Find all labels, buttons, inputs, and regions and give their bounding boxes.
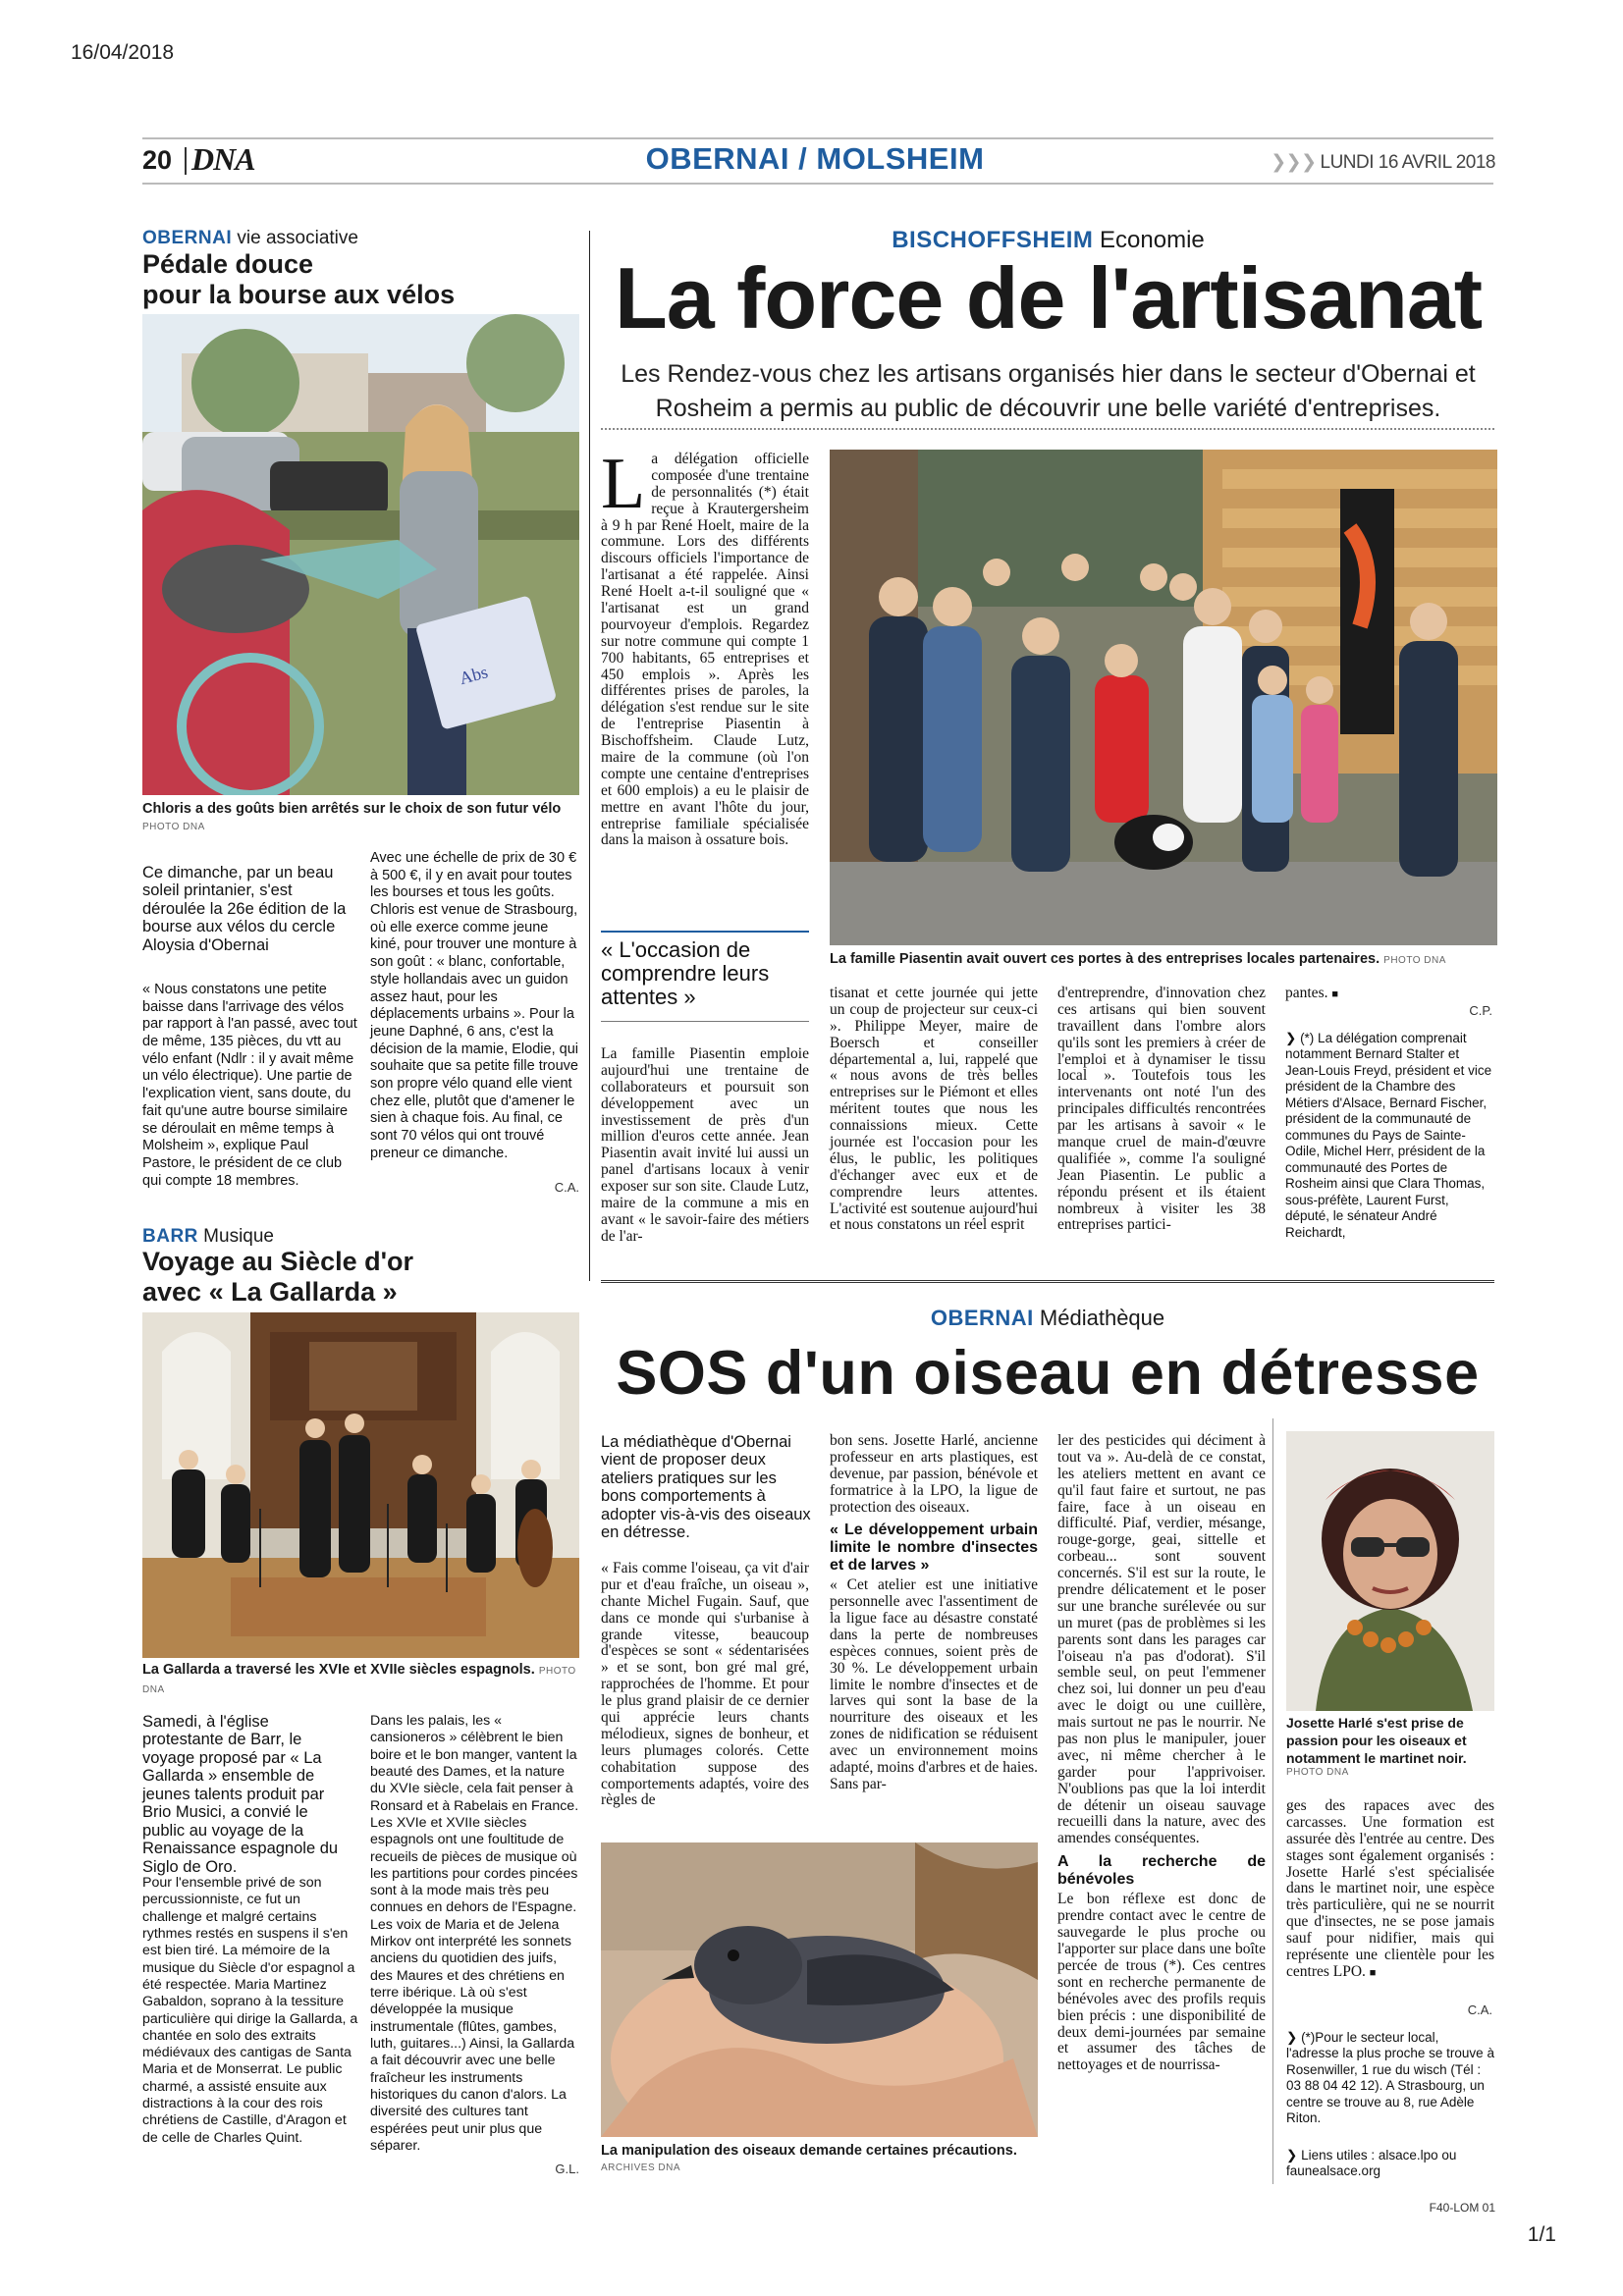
velo-body-col1: « Nous constatons une petite baisse dans l'arrivage des vélos par rapport à l'an passé, avec tout de même, 135 pièces, du vtt au vélo enfant (Ndlr : il y avait même un vélo électrique). Une partie de l'explication vient, sans doute, du fait qu'une autre bourse similaire se déroulait en même temps à Molsheim », explique Paul Pastore, le président de ce club qui compte 18 membres. — [142, 982, 357, 1189]
portrait-photo — [1286, 1431, 1494, 1711]
section-title: OBERNAI / MOLSHEIM — [645, 141, 985, 176]
portrait-caption: Josette Harlé s'est prise de passion pour les oiseaux et notamment le martinet noir. — [1286, 1715, 1467, 1767]
artisanat-body-col1b: La famille Piasentin emploie aujourd'hui une trentaine de collaborateurs et poursuit son développement avec un investissement de près d'un million d'euros cette année. Jean Piasentin avait invité lui aussi un panel d'artisans locaux à venir exposer sur son site. Claude Lutz, maire de la commune a mis en avant « le savoir-faire des métiers de l'ar- — [601, 1045, 809, 1245]
portrait-photo-image — [1286, 1431, 1494, 1711]
barr-photo-image — [142, 1312, 579, 1658]
barr-caption — [142, 1661, 579, 1698]
arrow-icon: ❯ — [1286, 2148, 1302, 2163]
sos-headline: SOS d'un oiseau en détresse — [616, 1339, 1480, 1408]
barr-lead: Samedi, à l'église protestante de Barr, le voyage proposé par « La Gallarda » ensemble de jeunes talents produit par Brio Musici, a convié le public au voyage de la Renaissance espagnole du Siglo de Oro. — [142, 1713, 339, 1876]
newspaper-logo: DNA — [191, 141, 255, 177]
velo-body-col2: Avec une échelle de prix de 30 € à 500 €, il y en avait pour toutes les bourses et tous les goûts. Chloris est venue de Strasbourg, où elle exerce comme jeune kiné, pour trouver une monture à son goût : « blanc, confortable, style hollandais avec un guidon assez haut, pour les déplacements urbains ». Pour la jeune Daphné, 6 ans, c'est la décision de la mamie, Elodie, qui souhaite que sa petite fille trouve son propre vélo quand elle vient chez elle, plutôt que d'amener le sien à chaque fois. Au final, ce sont 70 vélos qui ont trouvé preneur ce dimanche. — [370, 850, 578, 1161]
barr-signature: G.L. — [555, 2162, 579, 2176]
artisanat-body-col4 — [1285, 986, 1493, 1002]
dropcap: L — [601, 444, 646, 524]
svg-text:Abs: Abs — [457, 662, 490, 689]
sos-subhead-1: « Le développement urbain limite le nombre d'insectes et de larves » — [830, 1522, 1038, 1574]
sos-body-col2a: bon sens. Josette Harlé, ancienne professeur en arts plastiques, est devenue, par passion, bénévole et formatrice à la LPO, la ligue de protection des oiseaux. — [830, 1432, 1038, 1516]
barr-photo — [142, 1312, 579, 1658]
column-rule-vertical — [589, 231, 590, 1281]
artisanat-signature: C.P. — [1469, 1003, 1492, 1018]
velo-kicker-topic: vie associative — [237, 228, 358, 248]
end-mark-icon: ■ — [1331, 988, 1339, 1000]
barr-headline-line1: Voyage au Siècle d'or — [142, 1247, 414, 1276]
issue-date — [1271, 151, 1495, 174]
pullquote-rule — [601, 1021, 809, 1022]
barr-credit: PHOTO DNA — [142, 1666, 576, 1695]
barr-body-col2: Dans les palais, les « cansioneros » célèbrent le bien boire et le bon manger, vantent la beauté des Dames, et la nature du XVIe siècle, cela fait penser à Ronsard et à Rabelais en France. Les XVIe et XVIIe siècles espagnols ont une foultitude de recueils de pièces de musique où les partitions pour cordes pincées sont à la mode mais très peu connues en dehors de l'Espagne. Les voix de Maria et de Jelena Mirkov ont interprété les sonnets anciens du quotidien des juifs, des Maures et des chrétiens en terre ibérique. Là où s'est développée la musique instrumentale (flûtes, gambes, luth, guitares...) Ainsi, la Gallarda a fait découvrir avec une belle fraîcheur les instruments historiques du canon d'alors. La diversité des cultures tant espérées peut unir plus que séparer. — [370, 1713, 579, 2154]
artisanat-standfirst: Les Rendez-vous chez les artisans organisés hier dans le secteur d'Obernai et Rosheim a permis au public de découvrir une belle variété d'entreprises. — [621, 360, 1476, 422]
sos-body-col4-text: ges des rapaces avec des carcasses. Une formation est assurée dès l'entrée au centre. Des stages sont également organisés : Josette Harlé s'est spécialisée dans le martinet noir, une espèce très particulière, qui ne se nourrit que d'insectes, ne se pose jamais sauf pour nidifier, mais qui représente une clientèle pour les centres LPO. — [1286, 1797, 1494, 1980]
artisanat-pullquote: « L'occasion de comprendre leurs attentes » — [601, 931, 809, 1010]
artisanat-kicker-location: BISCHOFFSHEIM — [892, 227, 1094, 253]
barr-kicker-topic: Musique — [203, 1226, 274, 1247]
artisanat-credit: PHOTO DNA — [1383, 955, 1446, 966]
barr-headline — [142, 1247, 413, 1308]
artisanat-note — [1285, 1031, 1493, 1241]
page-number: 20 — [142, 145, 173, 175]
sos-kicker — [601, 1306, 1494, 1331]
bird-caption: La manipulation des oiseaux demande certaines précautions. — [601, 2143, 1017, 2159]
arrow-icon: ❯ — [1285, 1031, 1301, 1045]
sos-body-col1: « Fais comme l'oiseau, ça vit d'air pur et d'eau fraîche, un oiseau », chante Michel Fugain. Sauf, que dans ce monde qui s'urbanise à grande vitesse, beaucoup d'espèces se sont « sédentarisées » et se sont, bon gré mal gré, rapprochées de l'homme. Et pour le plus grand plaisir de ce dernier qui apprécie leurs chants mélodieux, signes de bonheur, et leurs plumages colorés. Cette cohabitation suppose des comportements adaptés, voire des règles de — [601, 1560, 809, 1809]
artisanat-standfirst-rule — [601, 428, 1494, 430]
artisanat-caption-text: La famille Piasentin avait ouvert ces portes à des entreprises locales partenaires. — [830, 951, 1380, 967]
page-count: 1/1 — [1527, 2223, 1556, 2246]
velo-kicker — [142, 228, 358, 249]
barr-body-col1: Pour l'ensemble privé de son percussionniste, ce fut un challenge et malgré certains rythmes restés en suspens il s'en est bien tiré. La mémoire de la musique du Siècle d'or espagnol a été respectée. Maria Martinez Gabaldon, soprano à la tessiture particulière qui dirige la Gallarda, a chantée en solo des extraits médiévaux des cantigas de Santa Maria et de Monserrat. Le public charmé, a assisté ensuite aux distractions à la cour des rois chrétiens de Castille, d'Aragon et de celle de Charles Quint. — [142, 1875, 358, 2146]
issue-date-text: LUNDI 16 AVRIL 2018 — [1320, 152, 1495, 173]
end-mark-icon: ■ — [1369, 1966, 1377, 1979]
velo-photo — [142, 314, 579, 795]
sos-note-1 — [1286, 2030, 1494, 2127]
velo-headline-line2: pour la bourse aux vélos — [142, 280, 456, 310]
artisanat-body-col1-text: a délégation officielle composée d'une trentaine de personnalités (*) était reçue à Krautergersheim à 9 h par René Hoelt, maire de la commune. Lors des différents discours officiels l'importance de l'artisanat a été rappelée. Ainsi René Hoelt a-t-il souligné que « l'artisanat est un grand pourvoyeur d'emplois. Regardez sur notre commune qui compte 1 700 habitants, 65 entreprises et 450 emplois ». Après les différentes prises de paroles, la délégation s'est rendue sur le site de l'entreprise Piasentin à Bischoffsheim. Claude Lutz, maire de la commune (où l'on compte une centaine d'entreprises et 600 emplois) a eu le plaisir de mettre en avant l'hôte du jour, entreprise familiale spécialisée dans la maison à ossature bois. — [601, 451, 809, 849]
bird-credit: ARCHIVES DNA — [601, 2163, 681, 2173]
sos-note-2-text: Liens utiles : alsace.lpo ou faunealsace.org — [1286, 2148, 1457, 2179]
velo-caption: Chloris a des goûts bien arrêtés sur le choix de son futur vélo — [142, 801, 562, 817]
barr-kicker-location: BARR — [142, 1226, 198, 1247]
barr-caption-text: La Gallarda a traversé les XVIe et XVIIe siècles espagnols. — [142, 1662, 535, 1678]
header-bottom-rule — [142, 183, 1493, 185]
artisanat-photo-image — [830, 450, 1497, 945]
artisanat-body-col3: d'entreprendre, d'innovation chez ces artisans qui bien souvent travaillent dans l'ombre alors qu'ils sont les premiers à créer de l'emploi et à dynamiser le tissu local ». Toutefois tous les intervenants ont noté l'un des principales difficultés rencontrées par les artisans à savoir « le manque cruel de main-d'œuvre qualifiée », comme l'a souligné Jean Piasentin. Le public a répondu présent et ils étaient nombreux à visiter les 38 entreprises partici- — [1057, 985, 1266, 1234]
artisanat-headline: La force de l'artisanat — [614, 249, 1483, 347]
sos-subhead-2: A la recherche de bénévoles — [1057, 1853, 1266, 1888]
velo-photo-image — [142, 314, 579, 795]
barr-kicker — [142, 1226, 274, 1248]
sos-body-col2b: « Cet atelier est une initiative personnelle avec l'assentiment de la ligue face au désastre constaté dans la perte de nombreuses espèces connues, soient près de 30 %. Le développement urbain limite le nombre d'insectes et de larves qui sont la base de la nourriture des oiseaux et les zones de nidification se réduisent avec un environnement moins adapté, moins d'arbres et de haies. Sans par- — [830, 1576, 1038, 1792]
sos-kicker-location: OBERNAI — [930, 1306, 1034, 1330]
velo-headline-line1: Pédale douce — [142, 249, 314, 279]
sos-note-1-text: (*)Pour le secteur local, l'adresse la plus proche se trouve à Rosenwiller, 1 rue du wisch (Tél : 03 88 04 42 12). A Strasbourg, un centre se trouve au 8, rue Adèle Riton. — [1286, 2030, 1494, 2126]
bird-photo — [601, 1842, 1038, 2137]
section-divider — [601, 1280, 1494, 1283]
velo-kicker-location: OBERNAI — [142, 228, 233, 248]
artisanat-body-col2: tisanat et cette journée qui jette un coup de projecteur sur ceux-ci ». Philippe Meyer, maire de Boersch et conseiller départemental a, lui, rappelé que « nous avons de très belles entreprises sur le Piémont et elles méritent toutes que nous les connaissions mieux. Cette journée est l'occasion pour les élus, le public, les politiques d'échanger avec eux et de comprendre leurs attentes. L'activité est soutenue aujourd'hui et nous constatons un réel esprit — [830, 985, 1038, 1234]
artisanat-note-text: (*) La délégation comprenait notamment Bernard Stalter et Jean-Louis Freyd, président et vice président de la Chambre des Métiers d'Alsace, Bernard Fischer, président de la communauté de communes du Pays de Sainte-Odile, Michel Herr, président de la communauté des Portes de Rosheim ainsi que Clara Thomas, sous-préfète, Laurent Furst, député, le sénateur André Reichardt, — [1285, 1031, 1492, 1240]
artisanat-caption — [830, 950, 1497, 969]
artisanat-kicker-topic: Economie — [1100, 227, 1205, 253]
arrows-icon: ❯❯❯ — [1271, 152, 1317, 173]
sos-body-col3 — [1057, 1433, 1266, 2074]
sos-body-col4 — [1286, 1798, 1494, 1981]
velo-credit: PHOTO DNA — [142, 822, 205, 832]
sos-lead: La médiathèque d'Obernai vient de proposer deux ateliers pratiques sur les bons comportements à adopter vis-à-vis des oiseaux en détresse. — [601, 1433, 811, 1542]
sos-body-col2 — [830, 1433, 1038, 1793]
velo-lead: Ce dimanche, par un beau soleil printanier, s'est déroulée la 26e édition de la bourse aux vélos du cercle Aloysia d'Obernai — [142, 864, 347, 954]
arrow-icon: ❯ — [1286, 2030, 1302, 2045]
bird-photo-image — [601, 1842, 1038, 2137]
sos-signature: C.A. — [1467, 2002, 1492, 2017]
artisanat-photo — [830, 450, 1497, 945]
barr-headline-line2: avec « La Gallarda » — [142, 1277, 398, 1308]
header-separator — [185, 147, 187, 175]
sos-body-col3a: ler des pesticides qui déciment à tout va ». Au-delà de ce constat, les ateliers mettent en avant ce qu'il faut faire et surtout, ne pas faire, face à un oiseau en difficulté. Piaf, verdier, mésange, rouge-gorge, geai, sittelle et corbeau... sont souvent concernés. S'il est sur la route, le prendre délicatement et le poser sur une branche surélevée ou sur un muret (pas de problèmes si les parents sont dans les parages car l'oiseau n'a pas d'odorat). S'il semble seul, on peut l'emmener chez soi, lui donner un peu d'eau avec le doigt ou une cuillère, mais surtout ne pas le nourrir. Ne pas non plus le manipuler, jouer avec, ni même chercher à le garder pour l'apprivoiser. N'oublions pas que la loi interdit de détenir un oiseau sauvage recueilli dans la nature, avec des amendes conséquentes. — [1057, 1432, 1266, 1847]
artisanat-body-col4-text: pantes. — [1285, 985, 1328, 1001]
sos-note-2 — [1286, 2148, 1494, 2180]
page-code: F40-LOM 01 — [1429, 2201, 1495, 2215]
portrait-credit: PHOTO DNA — [1286, 1767, 1349, 1778]
header-top-rule — [142, 137, 1493, 139]
artisanat-body-col1 — [601, 444, 809, 849]
print-date: 16/04/2018 — [71, 41, 175, 64]
column-rule-sos — [1272, 1418, 1273, 2184]
velo-signature: C.A. — [554, 1180, 579, 1195]
velo-headline — [142, 249, 455, 310]
sos-kicker-topic: Médiathèque — [1039, 1306, 1165, 1330]
sos-body-col3b: Le bon réflexe est donc de prendre contact avec le centre de sauvegarde le plus proche ou l'apporter sur place dans une boîte percée de trous (*). Ces centres sont en recherche permanente de bénévoles avec des profils requis bien précis : une disponibilité de deux demi-journées par semaine et assumer des tâches de nettoyages et de nourrissa- — [1057, 1891, 1266, 2074]
